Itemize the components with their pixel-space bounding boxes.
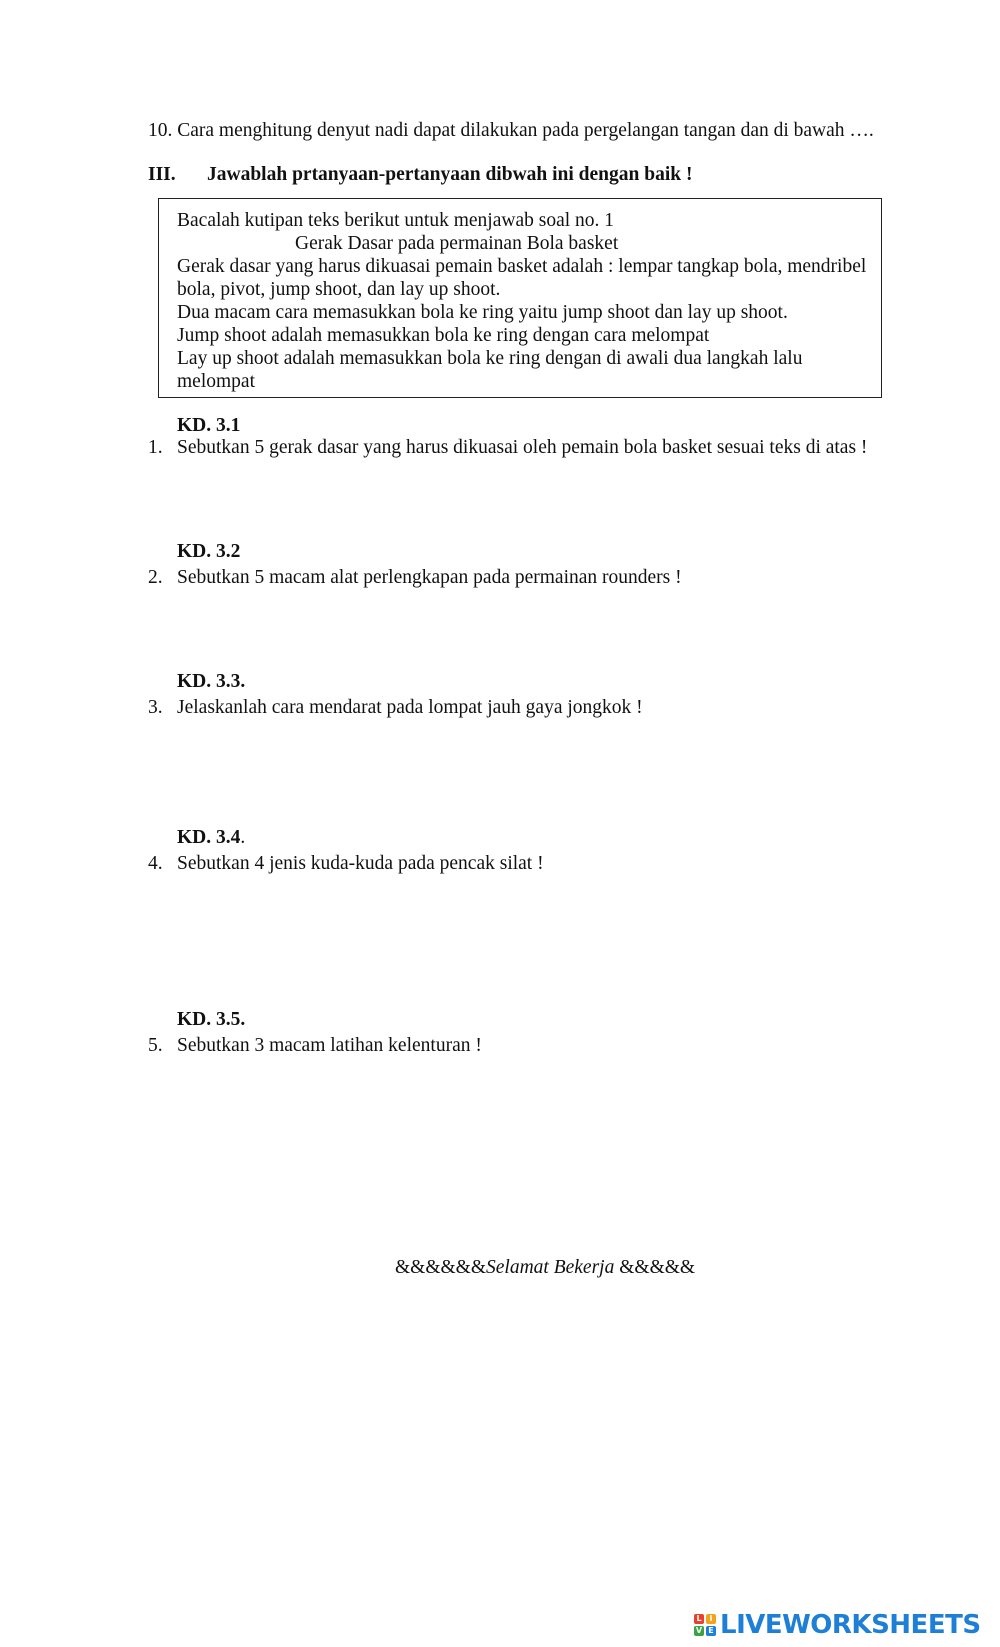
closing-suffix: &&&&& xyxy=(614,1257,696,1278)
closing-text xyxy=(395,1256,695,1279)
passage-heading: Gerak Dasar pada permainan Bola basket xyxy=(295,233,619,254)
kd-label: KD. 3.3. xyxy=(177,671,246,692)
question-number: 4. xyxy=(148,853,163,874)
kd-label-suffix: . xyxy=(240,827,246,848)
passage-line: Dua macam cara memasukkan bola ke ring yaitu jump shoot dan lay up shoot. xyxy=(177,302,788,323)
question-text: Sebutkan 5 macam alat perlengkapan pada permainan rounders ! xyxy=(177,567,682,588)
brand-block: E xyxy=(706,1626,716,1636)
question-10-text: 10. Cara menghitung denyut nadi dapat dilakukan pada pergelangan tangan dan di bawah …. xyxy=(148,120,874,141)
question-text: Sebutkan 3 macam latihan kelenturan ! xyxy=(177,1035,482,1056)
kd-label: KD. 3.2 xyxy=(177,541,241,562)
kd-label-group xyxy=(177,826,245,849)
section-number: III. xyxy=(148,164,176,185)
question-text: Sebutkan 5 gerak dasar yang harus dikuasai oleh pemain bola basket sesuai teks di atas ! xyxy=(177,437,868,458)
question-number: 1. xyxy=(148,437,163,458)
brand-name: LIVEWORKSHEETS xyxy=(720,1610,981,1640)
passage-intro: Bacalah kutipan teks berikut untuk menjawab soal no. 1 xyxy=(177,210,615,231)
brand-block: I xyxy=(706,1614,716,1624)
question-number: 3. xyxy=(148,697,163,718)
brand-block: V xyxy=(695,1626,703,1635)
kd-label: KD. 3.5. xyxy=(177,1009,246,1030)
section-title: Jawablah prtanyaan-pertanyaan dibwah ini dengan baik ! xyxy=(207,164,693,185)
passage-line: melompat xyxy=(177,371,255,392)
liveworksheets-logo xyxy=(694,1609,981,1641)
question-text: Sebutkan 4 jenis kuda-kuda pada pencak silat ! xyxy=(177,853,544,874)
brand-blocks-icon xyxy=(694,1614,716,1636)
closing-italic: Selamat Bekerja xyxy=(486,1257,615,1278)
passage-line: bola, pivot, jump shoot, dan lay up shoot. xyxy=(177,279,501,300)
question-text: Jelaskanlah cara mendarat pada lompat jauh gaya jongkok ! xyxy=(177,697,643,718)
closing-prefix: &&&&&& xyxy=(395,1257,487,1278)
kd-label: KD. 3.4 xyxy=(177,827,241,848)
passage-line: Lay up shoot adalah memasukkan bola ke ring dengan di awali dua langkah lalu xyxy=(177,348,803,369)
kd-label: KD. 3.1 xyxy=(177,415,241,436)
question-number: 2. xyxy=(148,567,163,588)
passage-line: Gerak dasar yang harus dikuasai pemain basket adalah : lempar tangkap bola, mendribel xyxy=(177,256,867,277)
question-number: 5. xyxy=(148,1035,163,1056)
passage-line: Jump shoot adalah memasukkan bola ke ring dengan cara melompat xyxy=(177,325,710,346)
brand-block: L xyxy=(694,1614,704,1624)
